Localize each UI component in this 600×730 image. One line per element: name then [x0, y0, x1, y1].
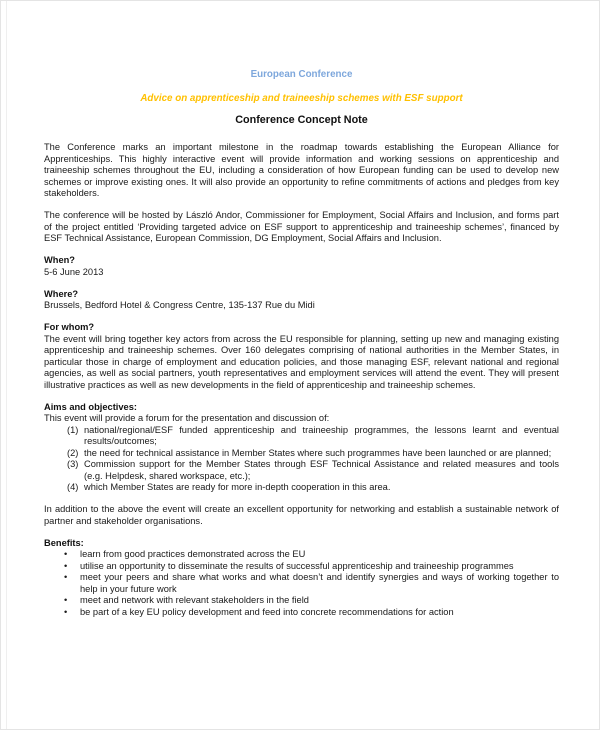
bullet-icon: •	[64, 560, 68, 571]
document-subtitle: Advice on apprenticeship and traineeship schemes with ESF support	[140, 92, 463, 104]
section-heading-benefits: Benefits:	[44, 537, 84, 548]
section-for-whom	[44, 322, 559, 391]
list-item-text: meet and network with relevant stakeholders in the field	[80, 595, 309, 605]
list-item-number: (3)	[67, 459, 79, 469]
aims-numbered-list	[44, 425, 559, 494]
document-header	[44, 69, 559, 127]
list-item-number: (2)	[67, 447, 79, 458]
list-item	[44, 561, 559, 573]
list-item-text: be part of a key EU policy development and feed into concrete recommendations for action	[80, 606, 454, 617]
section-benefits	[44, 538, 559, 619]
bullet-icon: •	[64, 606, 68, 617]
section-body-where: Brussels, Bedford Hotel & Congress Centre, 135-137 Rue du Midi	[44, 300, 315, 310]
list-item	[44, 549, 559, 561]
list-item-text: utilise an opportunity to disseminate the results of successful apprenticeship and traineeship programmes	[80, 560, 514, 571]
aims-lead-text: This event will provide a forum for the presentation and discussion of:	[44, 413, 330, 423]
section-body-for-whom: The event will bring together key actors from across the EU responsible for planning, setting up new and managing existing apprenticeship and traineeship schemes. Over 160 delegates comprising of national authorities in the Member States, in particular those in charge of employment and education policies, and those managing ESF, relevant national and regional agencies, as well as social partners, youth representatives and employment services will attend the event. They will present illustrative practices as well as new developments in the field of apprenticeship and traineeship schemes.	[44, 333, 559, 390]
networking-paragraph: In addition to the above the event will create an excellent opportunity for networking and establish a sustainable network of partner and stakeholder organisations.	[44, 504, 559, 526]
list-item	[44, 448, 559, 460]
bullet-icon: •	[64, 595, 68, 605]
list-item	[44, 459, 559, 482]
section-heading-when: When?	[44, 255, 75, 265]
section-where	[44, 289, 559, 312]
list-item	[44, 482, 559, 494]
list-item-text: the need for technical assistance in Member States where such programmes have been launched or are planned;	[84, 447, 552, 458]
section-aims	[44, 402, 559, 494]
list-item-text: which Member States are ready for more in-depth cooperation in this area.	[84, 482, 391, 492]
section-body-when: 5-6 June 2013	[44, 266, 104, 277]
document-title: Conference Concept Note	[235, 114, 368, 126]
section-heading-aims: Aims and objectives:	[44, 401, 137, 412]
conference-label: European Conference	[250, 69, 353, 80]
section-when	[44, 255, 559, 278]
list-item-number: (4)	[67, 482, 79, 492]
bullet-icon: •	[64, 572, 68, 582]
section-heading-for-whom: For whom?	[44, 322, 95, 332]
list-item-text: learn from good practices demonstrated across the EU	[80, 549, 306, 559]
list-item	[44, 607, 559, 619]
list-item-text: meet your peers and share what works and what doesn’t and identify synergies and ways of working together to help in your future work	[80, 572, 559, 594]
list-item	[44, 425, 559, 448]
list-item-number: (1)	[67, 424, 79, 435]
bullet-icon: •	[64, 549, 68, 559]
list-item-text: national/regional/ESF funded apprenticeship and traineeship programmes, the lessons learnt and eventual results/outcomes;	[84, 424, 559, 446]
list-item-text: Commission support for the Member States through ESF Technical Assistance and related measures and tools (e.g. Helpdesk, shared workspace, etc.);	[84, 459, 559, 481]
list-item	[44, 572, 559, 595]
intro-paragraph-1: The Conference marks an important milestone in the roadmap towards establishing the European Alliance for Apprenticeships. This highly interactive event will provide information and working sessions on apprenticeship and traineeship schemes throughout the EU, including a consideration of how European funding can be used to develop new schemes or improve existing ones. It will also provide an opportunity to refine commitments of actions and pledges from key stakeholders.	[44, 142, 559, 198]
list-item	[44, 595, 559, 607]
intro-paragraph-2: The conference will be hosted by László Andor, Commissioner for Employment, Social Affairs and Inclusion, and forms part of the project entitled ‘Providing targeted advice on ESF support to apprenticeship and traineeship schemes’, financed by ESF Technical Assistance, European Commission, DG Employment, Social Affairs and Inclusion.	[44, 210, 559, 243]
section-heading-where: Where?	[44, 288, 79, 299]
benefits-bullet-list	[44, 549, 559, 618]
